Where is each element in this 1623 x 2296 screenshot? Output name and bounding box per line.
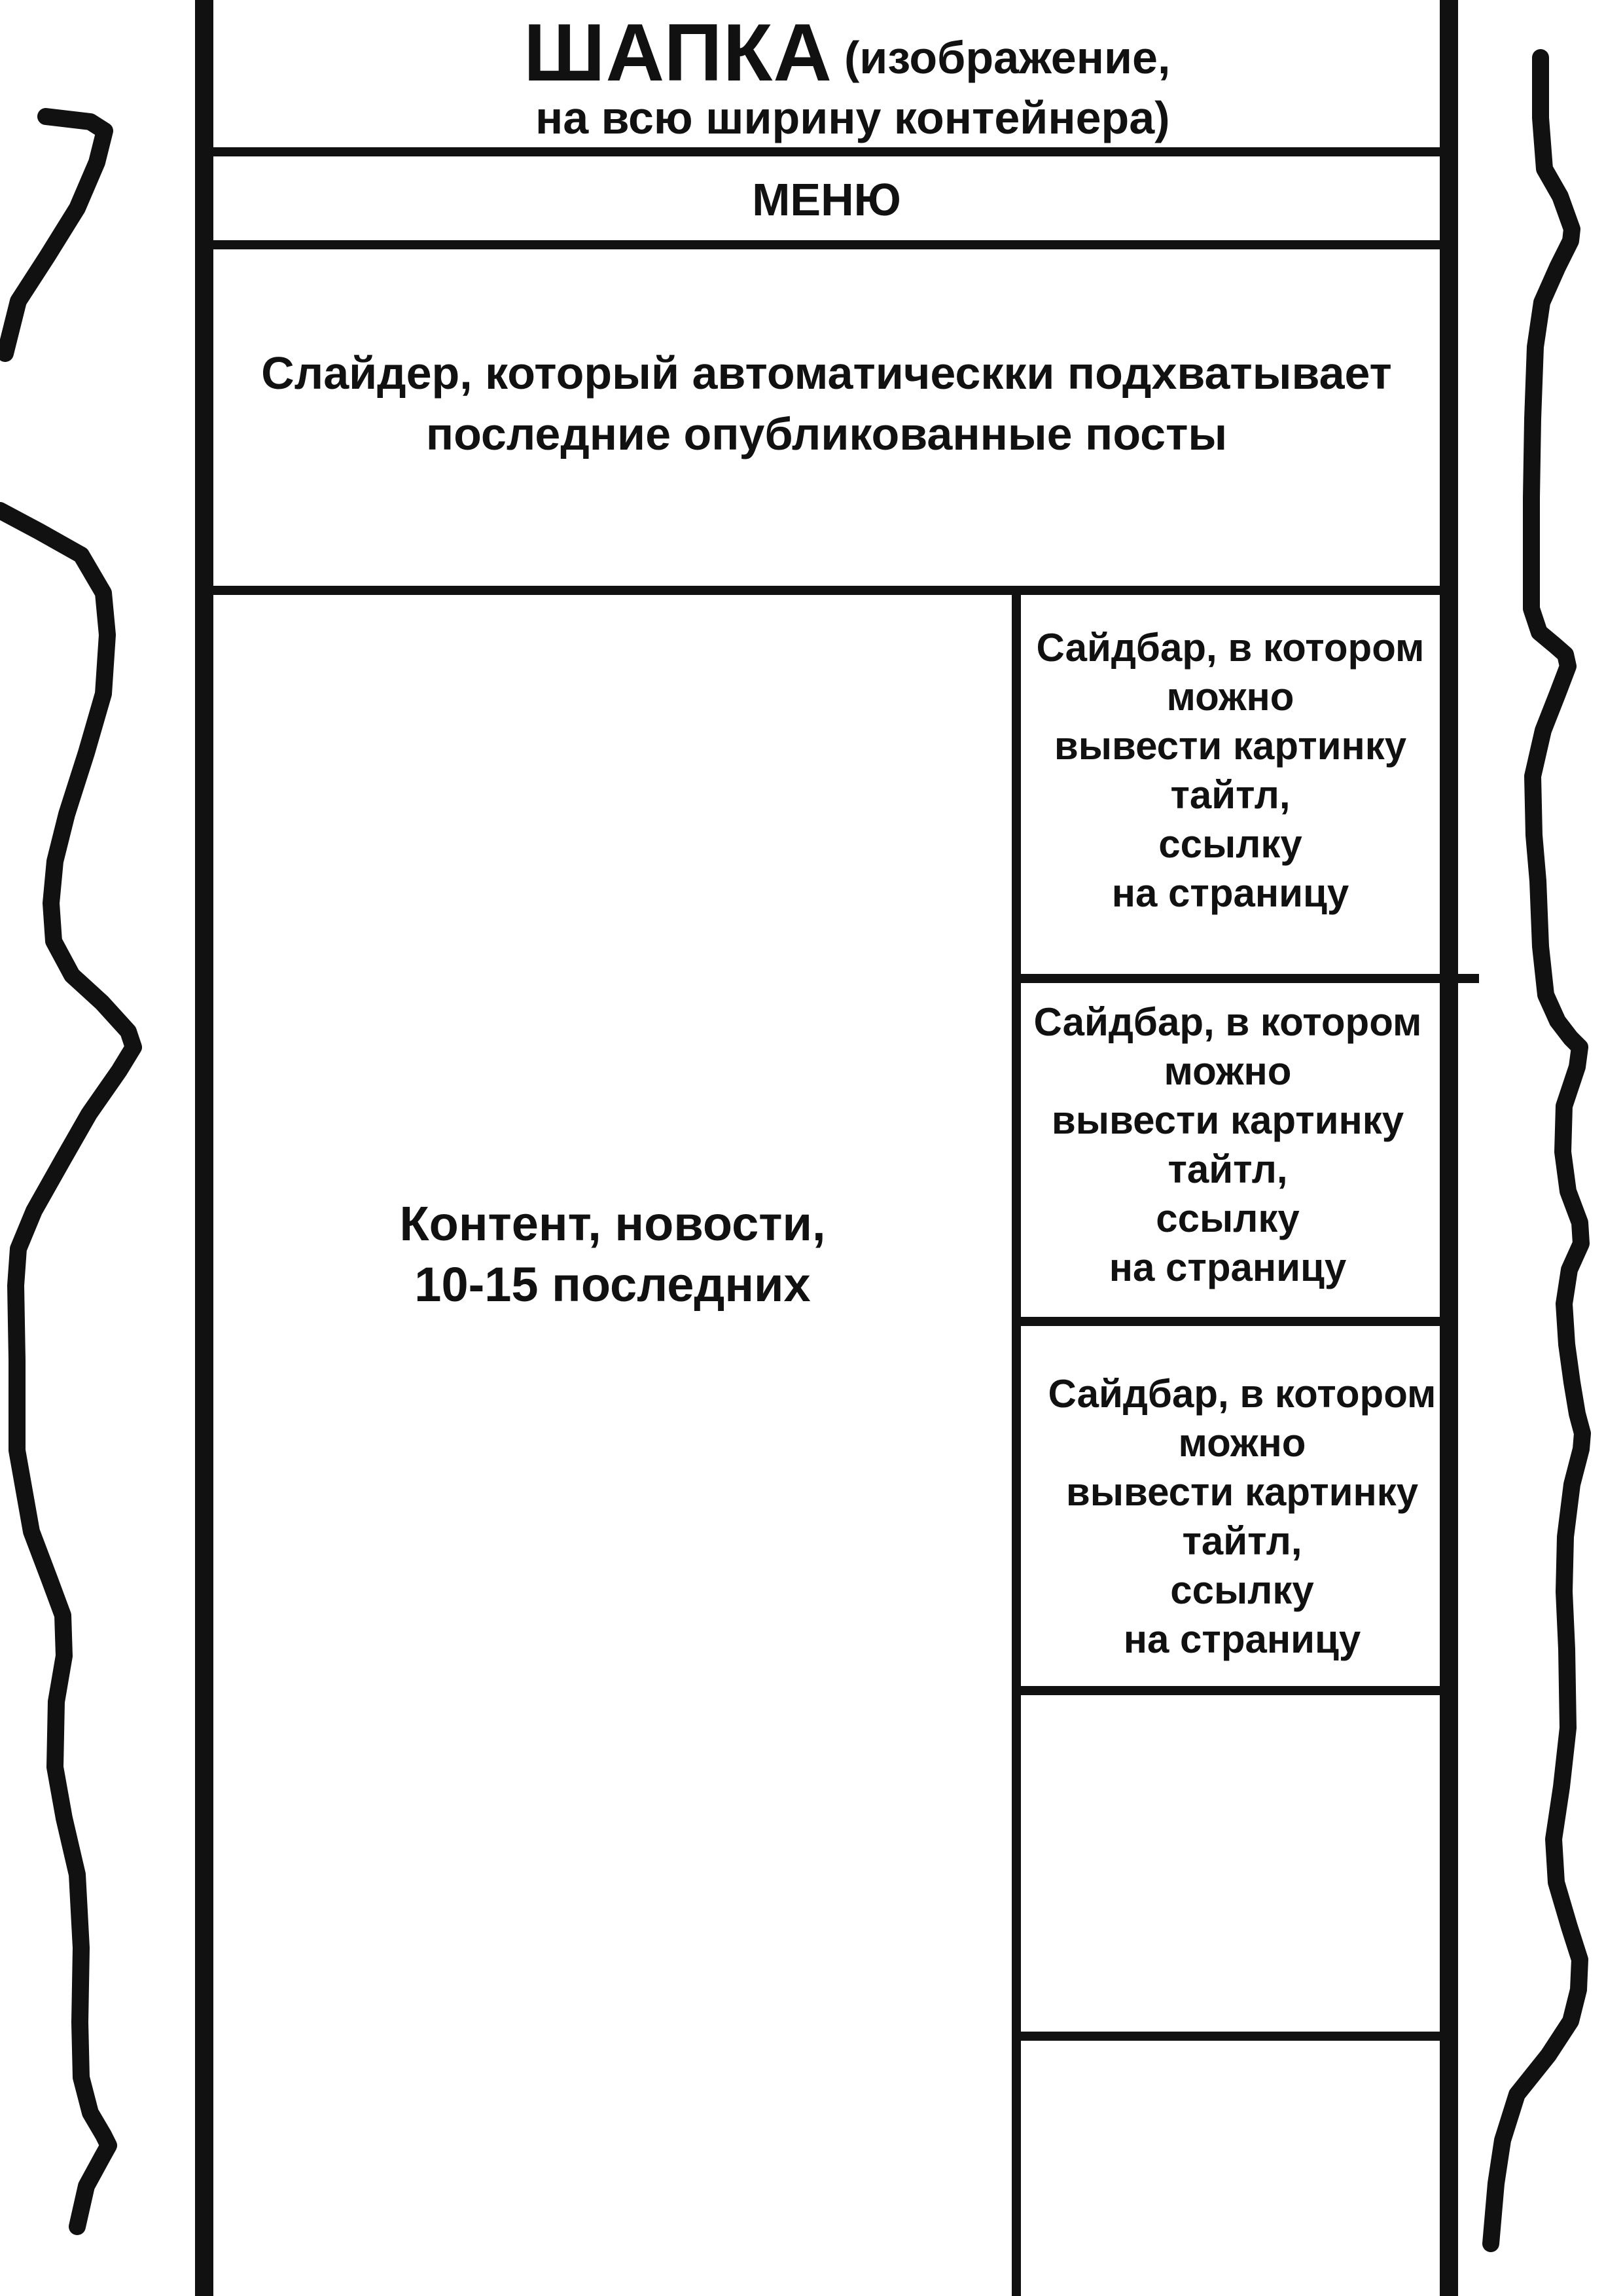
- slider-divider: [213, 586, 1440, 595]
- sidebar-divider-3: [1021, 1686, 1440, 1695]
- sidebar-block-2-label: Сайдбар, в котором можно вывести картинку тайтл, ссылку на страницу: [1033, 1000, 1422, 1289]
- container-border-left: [195, 0, 213, 2296]
- slider-label: Слайдер, который автоматическки подхватывает последние опубликованные посты: [261, 348, 1392, 460]
- content-label: Контент, новости, 10-15 последних: [399, 1196, 826, 1312]
- sidebar-block-1-label: Сайдбар, в котором можно вывести картинку тайтл, ссылку на страницу: [1036, 626, 1425, 915]
- sidebar-divider-4: [1021, 2032, 1440, 2041]
- header-divider: [213, 147, 1440, 156]
- sidebar-column-divider: [1012, 590, 1021, 2296]
- header-note-line2: на всю ширину контейнера): [535, 92, 1170, 143]
- wavy-line-left: [0, 117, 134, 2227]
- menu-divider: [213, 240, 1440, 249]
- sidebar-divider-1: [1021, 974, 1479, 983]
- container-border-right: [1440, 0, 1458, 2296]
- menu-label: МЕНЮ: [752, 174, 901, 225]
- sidebar-block-3-label: Сайдбар, в котором можно вывести картинку тайтл, ссылку на страницу: [1048, 1372, 1436, 1661]
- sidebar-divider-2: [1021, 1317, 1440, 1326]
- wavy-line-right: [1491, 58, 1582, 2244]
- header-note-line1: (изображение,: [844, 32, 1171, 83]
- header-title: ШАПКА: [524, 8, 832, 98]
